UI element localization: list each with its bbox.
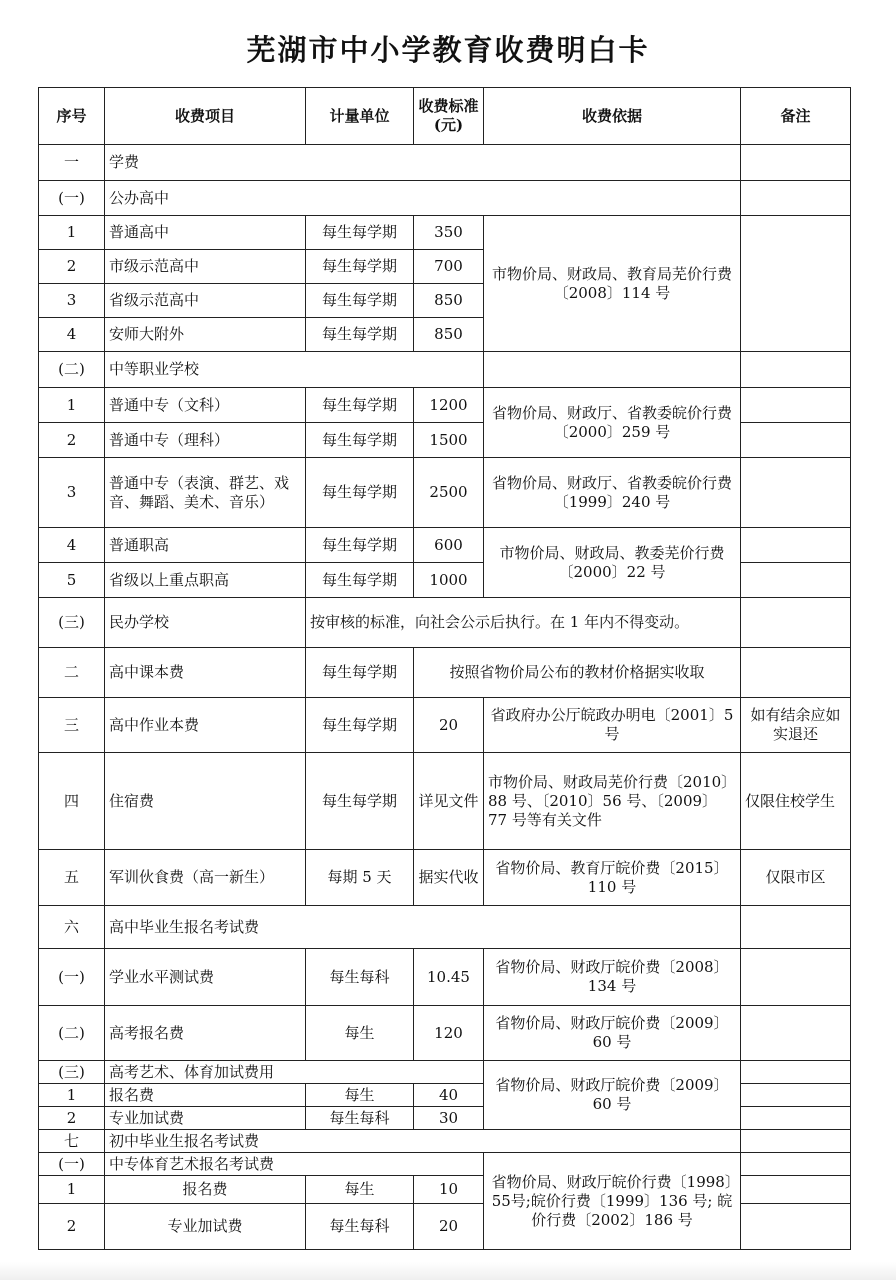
unit-cell: 每生每学期 <box>306 284 414 318</box>
note-cell <box>741 1107 851 1130</box>
row-no: 四 <box>39 753 105 850</box>
item-name: 普通中专（文科） <box>105 388 306 423</box>
table-row <box>39 216 851 250</box>
table-row <box>39 388 851 423</box>
header-row <box>39 88 851 145</box>
item-name: 民办学校 <box>105 598 306 648</box>
table-row <box>39 1130 851 1153</box>
note-cell <box>741 1130 851 1153</box>
row-no: (一) <box>39 1153 105 1176</box>
table-row <box>39 145 851 181</box>
row-no: 五 <box>39 850 105 906</box>
item-name: 省级以上重点职高 <box>105 563 306 598</box>
unit-cell: 每生每科 <box>306 949 414 1006</box>
std-cell: 30 <box>414 1107 484 1130</box>
section-title: 高中毕业生报名考试费 <box>105 906 741 949</box>
note-cell <box>741 563 851 598</box>
item-name: 专业加试费 <box>105 1107 306 1130</box>
std-cell: 10 <box>414 1176 484 1204</box>
std-cell: 850 <box>414 284 484 318</box>
basis-cell: 市物价局、财政局芜价行费〔2010〕88 号、〔2010〕56 号、〔2009〕77 号等有关文件 <box>484 753 741 850</box>
row-no: 二 <box>39 648 105 698</box>
std-cell: 2500 <box>414 458 484 528</box>
row-no: 1 <box>39 1176 105 1204</box>
item-name: 报名费 <box>105 1176 306 1204</box>
item-name: 高中课本费 <box>105 648 306 698</box>
row-no: 5 <box>39 563 105 598</box>
unit-cell: 每生每学期 <box>306 563 414 598</box>
row-no: 2 <box>39 423 105 458</box>
std-cell: 10.45 <box>414 949 484 1006</box>
item-name: 军训伙食费（高一新生） <box>105 850 306 906</box>
page-bottom-edge <box>0 1262 896 1280</box>
item-name: 普通职高 <box>105 528 306 563</box>
row-no: (三) <box>39 1061 105 1084</box>
item-name: 安师大附外 <box>105 318 306 352</box>
note-cell: 仅限住校学生 <box>741 753 851 850</box>
fee-table <box>38 87 851 1250</box>
std-cell: 600 <box>414 528 484 563</box>
unit-cell: 每生每科 <box>306 1204 414 1250</box>
header-basis: 收费依据 <box>484 88 741 145</box>
note-cell <box>741 949 851 1006</box>
std-cell: 1200 <box>414 388 484 423</box>
unit-cell: 每生每学期 <box>306 423 414 458</box>
header-no: 序号 <box>39 88 105 145</box>
note-cell <box>741 598 851 648</box>
table-row <box>39 753 851 850</box>
row-no: (二) <box>39 352 105 388</box>
basis-cell: 省物价局、财政厅、省教委皖价行费〔2000〕259 号 <box>484 388 741 458</box>
basis-cell: 省物价局、财政厅皖价费〔2009〕60 号 <box>484 1006 741 1061</box>
std-cell: 详见文件 <box>414 753 484 850</box>
unit-cell: 每生每学期 <box>306 528 414 563</box>
row-no: 1 <box>39 388 105 423</box>
basis-cell: 市物价局、财政局、教委芜价行费〔2000〕22 号 <box>484 528 741 598</box>
unit-cell: 每生每学期 <box>306 318 414 352</box>
desc-cell: 按审核的标准，向社会公示后执行。在 1 年内不得变动。 <box>306 598 741 648</box>
unit-cell: 每生每学期 <box>306 458 414 528</box>
unit-cell: 每生每学期 <box>306 753 414 850</box>
table-row <box>39 949 851 1006</box>
unit-cell: 每生 <box>306 1084 414 1107</box>
note-cell <box>741 648 851 698</box>
note-cell <box>741 528 851 563</box>
table-row <box>39 528 851 563</box>
table-row <box>39 181 851 216</box>
note-cell <box>741 906 851 949</box>
basis-cell <box>484 352 741 388</box>
subsection-title: 中专体育艺术报名考试费 <box>105 1153 484 1176</box>
header-item: 收费项目 <box>105 88 306 145</box>
table-row <box>39 458 851 528</box>
row-no: 2 <box>39 1107 105 1130</box>
item-name: 专业加试费 <box>105 1204 306 1250</box>
unit-cell: 每生 <box>306 1006 414 1061</box>
unit-cell: 每生每科 <box>306 1107 414 1130</box>
note-cell <box>741 181 851 216</box>
table-row <box>39 1061 851 1084</box>
note-cell <box>741 388 851 423</box>
table-row <box>39 850 851 906</box>
subsection-title: 中等职业学校 <box>105 352 484 388</box>
note-cell <box>741 216 851 352</box>
std-cell: 20 <box>414 1204 484 1250</box>
std-cell: 20 <box>414 698 484 753</box>
row-no: 3 <box>39 284 105 318</box>
row-no: 1 <box>39 1084 105 1107</box>
table-row <box>39 698 851 753</box>
note-cell: 仅限市区 <box>741 850 851 906</box>
header-unit: 计量单位 <box>306 88 414 145</box>
std-cell: 1000 <box>414 563 484 598</box>
note-cell <box>741 458 851 528</box>
header-note: 备注 <box>741 88 851 145</box>
row-no: 4 <box>39 528 105 563</box>
row-no: 1 <box>39 216 105 250</box>
note-cell <box>741 1176 851 1204</box>
row-no: 七 <box>39 1130 105 1153</box>
note-cell <box>741 352 851 388</box>
basis-cell: 省物价局、财政厅皖价费〔2009〕60 号 <box>484 1061 741 1130</box>
table-row <box>39 906 851 949</box>
item-name: 住宿费 <box>105 753 306 850</box>
note-cell <box>741 1153 851 1176</box>
row-no: 六 <box>39 906 105 949</box>
row-no: 三 <box>39 698 105 753</box>
unit-cell: 每生每学期 <box>306 216 414 250</box>
row-no: (一) <box>39 949 105 1006</box>
unit-cell: 每生每学期 <box>306 250 414 284</box>
unit-cell: 每生每学期 <box>306 648 414 698</box>
basis-cell: 省物价局、财政厅皖价费〔2008〕134 号 <box>484 949 741 1006</box>
table-row <box>39 1153 851 1176</box>
table-row <box>39 352 851 388</box>
row-no: (三) <box>39 598 105 648</box>
basis-cell: 省政府办公厅皖政办明电〔2001〕5 号 <box>484 698 741 753</box>
item-name: 普通中专（表演、群艺、戏音、舞蹈、美术、音乐） <box>105 458 306 528</box>
std-cell: 据实代收 <box>414 850 484 906</box>
note-cell <box>741 1061 851 1084</box>
item-name: 高考报名费 <box>105 1006 306 1061</box>
row-no: 3 <box>39 458 105 528</box>
row-no: (一) <box>39 181 105 216</box>
table-row <box>39 598 851 648</box>
unit-cell: 每生 <box>306 1176 414 1204</box>
std-cell: 40 <box>414 1084 484 1107</box>
std-cell: 120 <box>414 1006 484 1061</box>
subsection-title: 高考艺术、体育加试费用 <box>105 1061 484 1084</box>
basis-cell: 省物价局、教育厅皖价费〔2015〕110 号 <box>484 850 741 906</box>
row-no: (二) <box>39 1006 105 1061</box>
std-cell: 350 <box>414 216 484 250</box>
note-cell <box>741 1204 851 1250</box>
table-row <box>39 1006 851 1061</box>
basis-cell: 省物价局、财政厅、省教委皖价行费〔1999〕240 号 <box>484 458 741 528</box>
header-std: 收费标准(元) <box>414 88 484 145</box>
row-no: 2 <box>39 250 105 284</box>
unit-cell: 每期 5 天 <box>306 850 414 906</box>
basis-cell: 省物价局、财政厅皖价行费〔1998〕55号;皖价行费〔1999〕136 号; 皖价行费〔2002〕186 号 <box>484 1153 741 1250</box>
item-name: 学业水平测试费 <box>105 949 306 1006</box>
basis-cell: 市物价局、财政局、教育局芜价行费〔2008〕114 号 <box>484 216 741 352</box>
section-title: 学费 <box>105 145 741 181</box>
note-cell: 如有结余应如实退还 <box>741 698 851 753</box>
section-title: 初中毕业生报名考试费 <box>105 1130 741 1153</box>
note-cell <box>741 423 851 458</box>
note-cell <box>741 145 851 181</box>
note-cell <box>741 1084 851 1107</box>
note-cell <box>741 1006 851 1061</box>
unit-cell: 每生每学期 <box>306 388 414 423</box>
row-no: 4 <box>39 318 105 352</box>
row-no: 一 <box>39 145 105 181</box>
item-name: 高中作业本费 <box>105 698 306 753</box>
subsection-title: 公办高中 <box>105 181 741 216</box>
page-title: 芜湖市中小学教育收费明白卡 <box>246 33 650 67</box>
std-cell: 700 <box>414 250 484 284</box>
unit-cell: 每生每学期 <box>306 698 414 753</box>
item-name: 普通中专（理科） <box>105 423 306 458</box>
row-no: 2 <box>39 1204 105 1250</box>
std-cell: 850 <box>414 318 484 352</box>
item-name: 省级示范高中 <box>105 284 306 318</box>
item-name: 市级示范高中 <box>105 250 306 284</box>
item-name: 报名费 <box>105 1084 306 1107</box>
std-cell: 1500 <box>414 423 484 458</box>
basis-cell: 按照省物价局公布的教材价格据实收取 <box>414 648 741 698</box>
table-row <box>39 648 851 698</box>
item-name: 普通高中 <box>105 216 306 250</box>
